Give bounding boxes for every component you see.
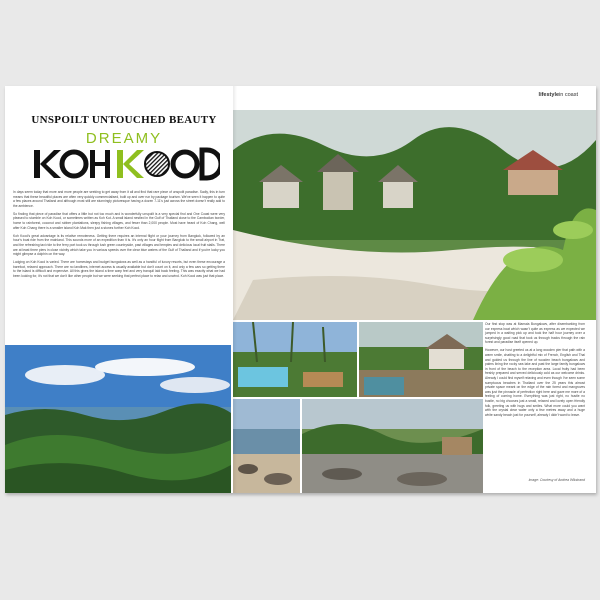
- paragraph: However, our host greeted us at a long wooden pier that path with a warm smile, chatting to a delightful mix of French, English and Thai and guided us through the line of wooden beach bungalows and palms lining the rocky sea lake and past the large family bungalows in front of the beach to the reception area. Local fruity had been freshly prepared and served deliciously cold as our welcome drinks. Already I could find myself relaxing and even though I've seen some sumptuous beaches in Thailand over the 25 years this almost private space meant on the edge of the rain forest and mangroves was just the pinnacle of perfection right here and gave me more of a feeling of coming home. Everything was just right, no hustle no bustle, no big chooses just a small, relaxed and lovely open friendly folk, greeting us with hugs and smiles. What more could you want with the crystal clear water only a few metres away and a huge white sandy beach just for yourself, already I didn't want to leave.: [485, 348, 585, 417]
- image-credit: Image: Courtesy of Andrea Wikstrand: [528, 478, 585, 482]
- paragraph: Koh Kood's great advantage is its relative remoteness. Getting there requires an internal flight or your journey from Bangkok, followed by an hour's boat ride from the mainland. This sounds more of an expedition than it is. It's only an hour flight from Bangkok to the small airport in Trat, and the refreshing taxi ride to the ferry port took us through lush green countryside, past villages and temples and delicious local fruit stalls. There are at least three piers in close vicinity which take you in various speeds over the clear blue waters of the Gulf of Thailand and if you're lucky you might glimpse a dolphin on the way.: [13, 233, 225, 257]
- photo-rocky-shore: [233, 399, 300, 493]
- article-kicker: UNSPOILT UNTOUCHED BEAUTY: [31, 114, 217, 126]
- paragraph: Lodging on Koh Kood is varied. There are homestays and budget bungalows as well as a handful of luxury resorts, but even these encourage a barefoot, relaxed approach. There are no landlines, internet access is usually available but don't count on it, and only a few cars so getting there to the island is difficult and expensive. All this gives the island a time warp feel and very tranquil laid back feeling. This was exactly what we had been looking for, it's not that we don't like other people but we were seeking that perfect place to relax and unwind. Koh Kood was just that place.: [13, 260, 225, 278]
- kohkood-logo: [30, 144, 220, 184]
- paragraph: So finding that piece of paradise that offers a little but not too much and is wonderfully unspoilt is a very special find and One Coast were very pleased to stumble on Koh Kood, or sometimes written as Koh Kut. A small island nestled in the Gulf of Thailand close to the Cambodian border, home to rainforest, coconut and rubber plantations, sleepy fishing villages, and fewer than 2,000 people. Most have heard of Koh Chang, well after Koh Chang there is a smaller island Koh Mak then just a stones further Koh Kood.: [13, 211, 225, 230]
- magazine-spread: [5, 86, 596, 493]
- section-header-right: in coast: [559, 92, 578, 98]
- photo-island-view: [5, 345, 231, 493]
- paragraph: Our first stop was at Mamaia Bungalows, after disembarking from our express boat which wasn't quite as express as we expected we jumped in a waiting pick up and took the half hour journey over a surprisingly good road that took us through tracks through the rain forest and paradise itself opened up.: [485, 322, 585, 345]
- paragraph: In days seem today that more and more people are seeking to get away from it all and find that rare piece of unspoilt paradise. Sadly, this in turn means that these beautiful places are often very quickly commercialised, built up and over run by package tourism. We've seen it happen to quite a few places around Thailand and although most still are stunningly picturesque having a dozen 7-11's just across the street doesn't really add to the ambience.: [13, 190, 225, 208]
- section-header-left: lifestyle: [538, 92, 560, 98]
- photo-resort-garden: [359, 322, 483, 397]
- article-body-right: [485, 322, 585, 421]
- article-body-left: [13, 190, 225, 282]
- photo-bungalows-beach: [233, 110, 596, 320]
- article-subtitle: DREAMY: [85, 130, 163, 147]
- photo-beach-pool: [233, 322, 357, 397]
- section-header: [539, 92, 578, 98]
- page-gutter: [233, 86, 237, 493]
- photo-mangrove-coast: [302, 399, 483, 493]
